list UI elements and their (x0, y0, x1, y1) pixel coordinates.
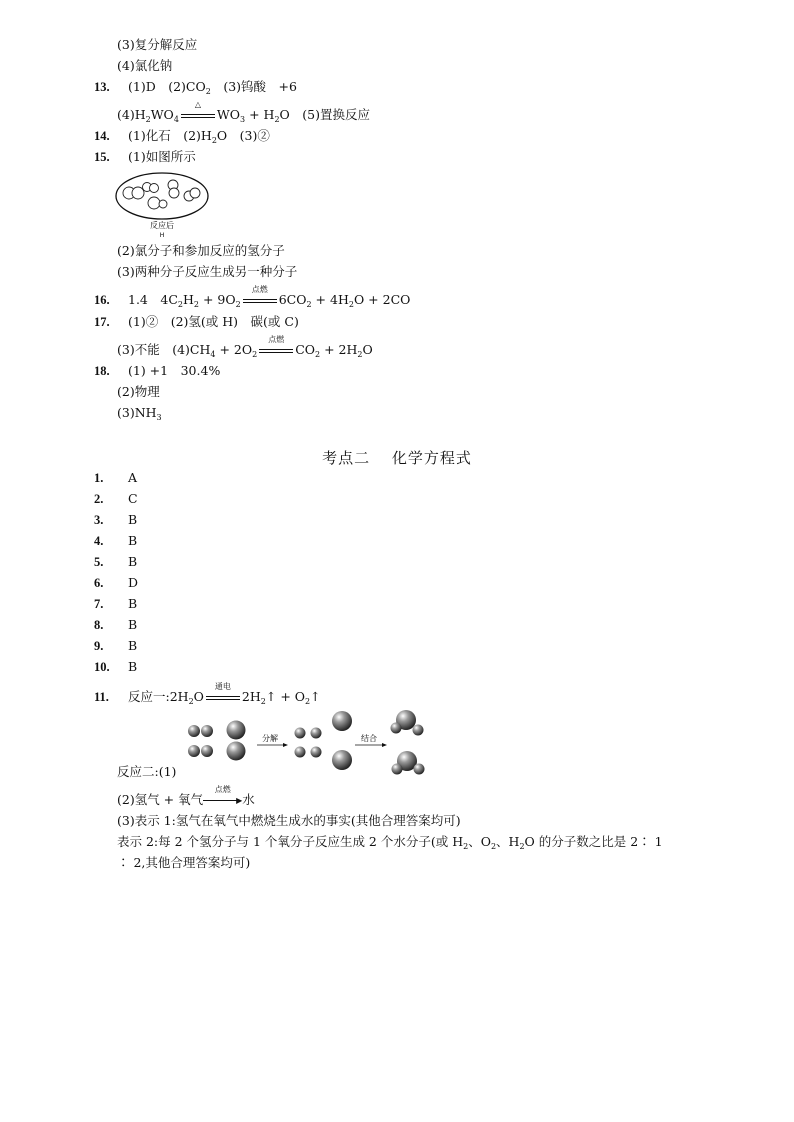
split-label: 分解 (262, 734, 278, 743)
answer-row (94, 533, 137, 549)
answer-number: 9. (94, 639, 104, 653)
molecule-cluster (123, 180, 200, 209)
answer-line: (2)氯分子和参加反应的氢分子 (117, 243, 285, 258)
answer-number: 3. (94, 513, 104, 527)
section-title: 考点二 化学方程式 (322, 449, 472, 467)
answer-row (94, 575, 138, 591)
answer-row (94, 491, 138, 507)
combine-label: 结合 (361, 734, 377, 743)
answer-number: 5. (94, 555, 104, 569)
answer-choice: B (128, 512, 138, 527)
answer-line: (3)复分解反应 (117, 37, 198, 52)
answer-line: (3)两种分子反应生成另一种分子 (117, 264, 298, 279)
answer-line: (2)物理 (117, 384, 160, 399)
reaction-arrow: 点燃 ▶ (203, 792, 242, 809)
answer-number: 7. (94, 597, 104, 611)
reaction-after-figure (114, 170, 210, 240)
question-14: 14. (1)化石 $(2)H_2O$ (3)② (94, 128, 270, 145)
answer-choice: B (128, 617, 138, 632)
answer-line: $(3)NH_3$ (117, 405, 162, 422)
answer-choice: B (128, 533, 138, 548)
equals-sign: 点燃 (257, 342, 295, 358)
answer-choice: B (128, 596, 138, 611)
answer-choice: B (128, 638, 138, 653)
answer-line: (2)氢气 + 氧气 点燃 ▶水 (117, 785, 255, 807)
answer-number: 1. (94, 471, 104, 485)
answer-line: 反应二:(1) (117, 764, 177, 779)
product-molecules (391, 710, 425, 775)
question-11: 11. 反应一$:2H_2O$ 通电 $2H_2↑$ + $O_2↑$ (94, 682, 321, 706)
answer-choice: D (128, 575, 139, 590)
reactant-molecules (188, 721, 246, 761)
answer-number: 6. (94, 576, 104, 590)
equation-line: $(4)H_2WO_4$ △ $WO_3 + H_2O$ (5)置换反应 (117, 100, 370, 124)
answer-number: 4. (94, 534, 104, 548)
answer-line: (3)表示 1:氢气在氧气中燃烧生成水的事实(其他合理答案均可) (117, 813, 461, 828)
answer-row (94, 554, 137, 570)
answer-row (94, 512, 137, 528)
answer-row (94, 659, 137, 675)
answer-line: (4)氯化钠 (117, 58, 173, 73)
figure-sublabel: H (159, 232, 165, 239)
answer-choice: B (128, 554, 138, 569)
question-18: 18. (1) +1 30.4% (94, 363, 221, 378)
equals-sign: △ (179, 107, 217, 123)
answer-line: ∶ 2,其他合理答案均可) (117, 855, 251, 870)
question-13: 13. (1)D $(2)CO_2$ (3)钨酸 +6 (94, 79, 297, 96)
question-17: 17. (1)② (2)氢(或 H) 碳(或 C) (94, 314, 299, 329)
equals-sign: 通电 (204, 689, 242, 705)
question-15: 15. (1)如图所示 (94, 149, 196, 164)
molecule-reaction-figure (185, 706, 435, 780)
answer-choice: B (128, 659, 138, 674)
answer-row (94, 638, 137, 654)
equals-sign: 点燃 (241, 292, 279, 308)
figure-label: 反应后 (150, 221, 174, 230)
answer-row (94, 617, 137, 633)
answer-choice: A (128, 470, 138, 485)
answer-number: 2. (94, 492, 104, 506)
equation-line: (3)不能 $(4)CH_4 + 2O_2$ 点燃 $CO_2 + 2H_2O$ (117, 335, 373, 359)
answer-line: 表示 2:每 2 个氢分子与 1 个氧分子反应生成 2 个水分子(或 $H_2$、$O_2$、$H_2O$ 的分子数之比是 2∶ 1 (117, 834, 663, 851)
answer-number: 10. (94, 660, 110, 674)
answer-row (94, 596, 137, 612)
answer-number: 8. (94, 618, 104, 632)
answer-choice: C (128, 491, 138, 506)
question-16: 16. 1.4 $4C_2H_2 + 9O_2$ 点燃 $6CO_2 + 4H_2O + 2CO$ (94, 285, 411, 309)
separated-atoms (295, 711, 353, 770)
answer-row (94, 470, 137, 486)
